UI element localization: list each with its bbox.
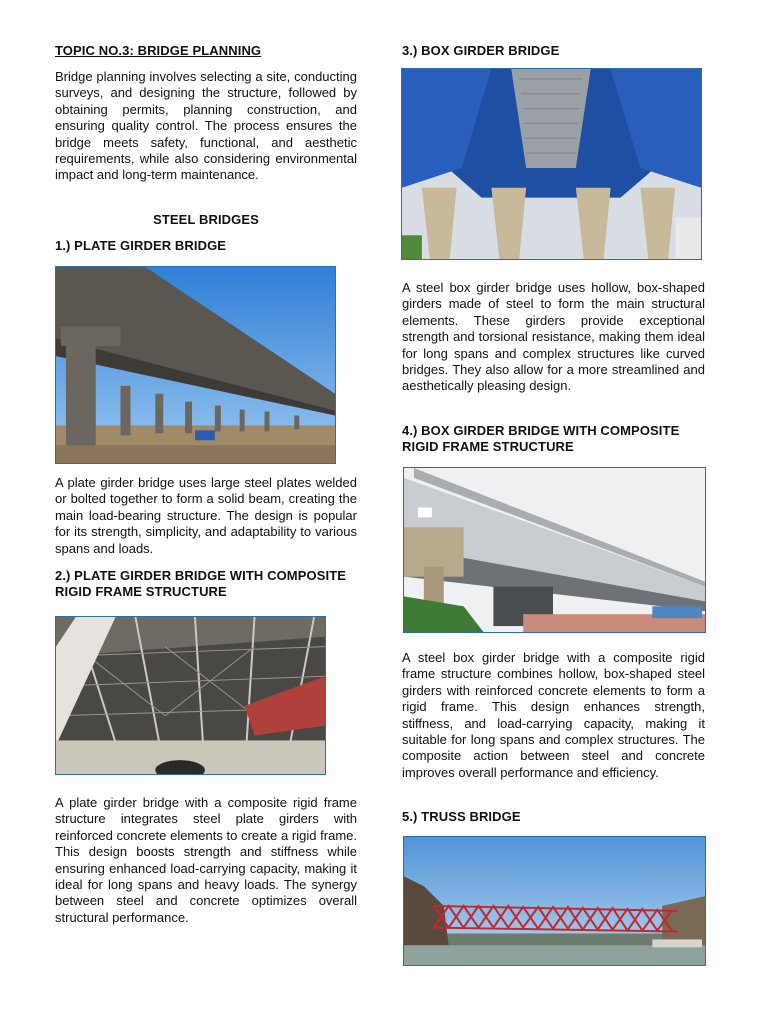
item3-paragraph: A steel box girder bridge uses hollow, box-shaped girders made of steel to form the main structural elements. These girders provide exceptional strength and torsional resistance, making them ideal for long spans and complex structures like curved bridges. They also allow for a more streamlined and aesthetically pleasing design. bbox=[402, 280, 705, 394]
item2-paragraph: A plate girder bridge with a composite rigid frame structure integrates steel plate girders with reinforced concrete elements to create a rigid frame. This design boosts strength and stiffness while ensuring enhanced load-carrying capacity, making it ideal for long spans and heavy loads. The synergy between steel and concrete optimizes overall structural performance. bbox=[55, 795, 357, 925]
item4-heading: 4.) BOX GIRDER BRIDGE WITH COMPOSITE RIGID FRAME STRUCTURE bbox=[402, 423, 680, 454]
item4-paragraph: A steel box girder bridge with a composite rigid frame structure combines hollow, box-shaped steel girders with reinforced concrete elements to form a rigid frame. This design enhances strength, stiffness, and load-carrying capacity, making it suitable for long spans and complex structures. The composite action between steel and concrete improves overall performance and efficiency. bbox=[402, 650, 705, 780]
truss-bridge-photo bbox=[403, 836, 706, 966]
item5-heading: 5.) TRUSS BRIDGE bbox=[402, 809, 521, 824]
topic-title: TOPIC NO.3: BRIDGE PLANNING bbox=[55, 43, 262, 58]
item3-heading: 3.) BOX GIRDER BRIDGE bbox=[402, 43, 560, 58]
plate-girder-bridge-photo bbox=[55, 266, 336, 464]
section-heading-steel-bridges: STEEL BRIDGES bbox=[153, 212, 259, 227]
plate-girder-composite-photo bbox=[55, 616, 326, 775]
item1-paragraph: A plate girder bridge uses large steel plates welded or bolted together to form a solid beam, creating the main load-bearing structure. The design is popular for its strength, simplicity, and adaptability to various spans and loads. bbox=[55, 475, 357, 556]
item2-heading: 2.) PLATE GIRDER BRIDGE WITH COMPOSITE RIGID FRAME STRUCTURE bbox=[55, 568, 347, 599]
intro-paragraph: Bridge planning involves selecting a site, conducting surveys, and designing the structure, followed by obtaining permits, planning construction, and ensuring quality control. The process ensures the bridge meets safety, functional, and aesthetic requirements, while also considering environmental impact and long-term maintenance. bbox=[55, 69, 357, 183]
item1-heading: 1.) PLATE GIRDER BRIDGE bbox=[55, 238, 227, 253]
box-girder-composite-photo bbox=[403, 467, 706, 633]
box-girder-bridge-photo bbox=[401, 68, 702, 260]
